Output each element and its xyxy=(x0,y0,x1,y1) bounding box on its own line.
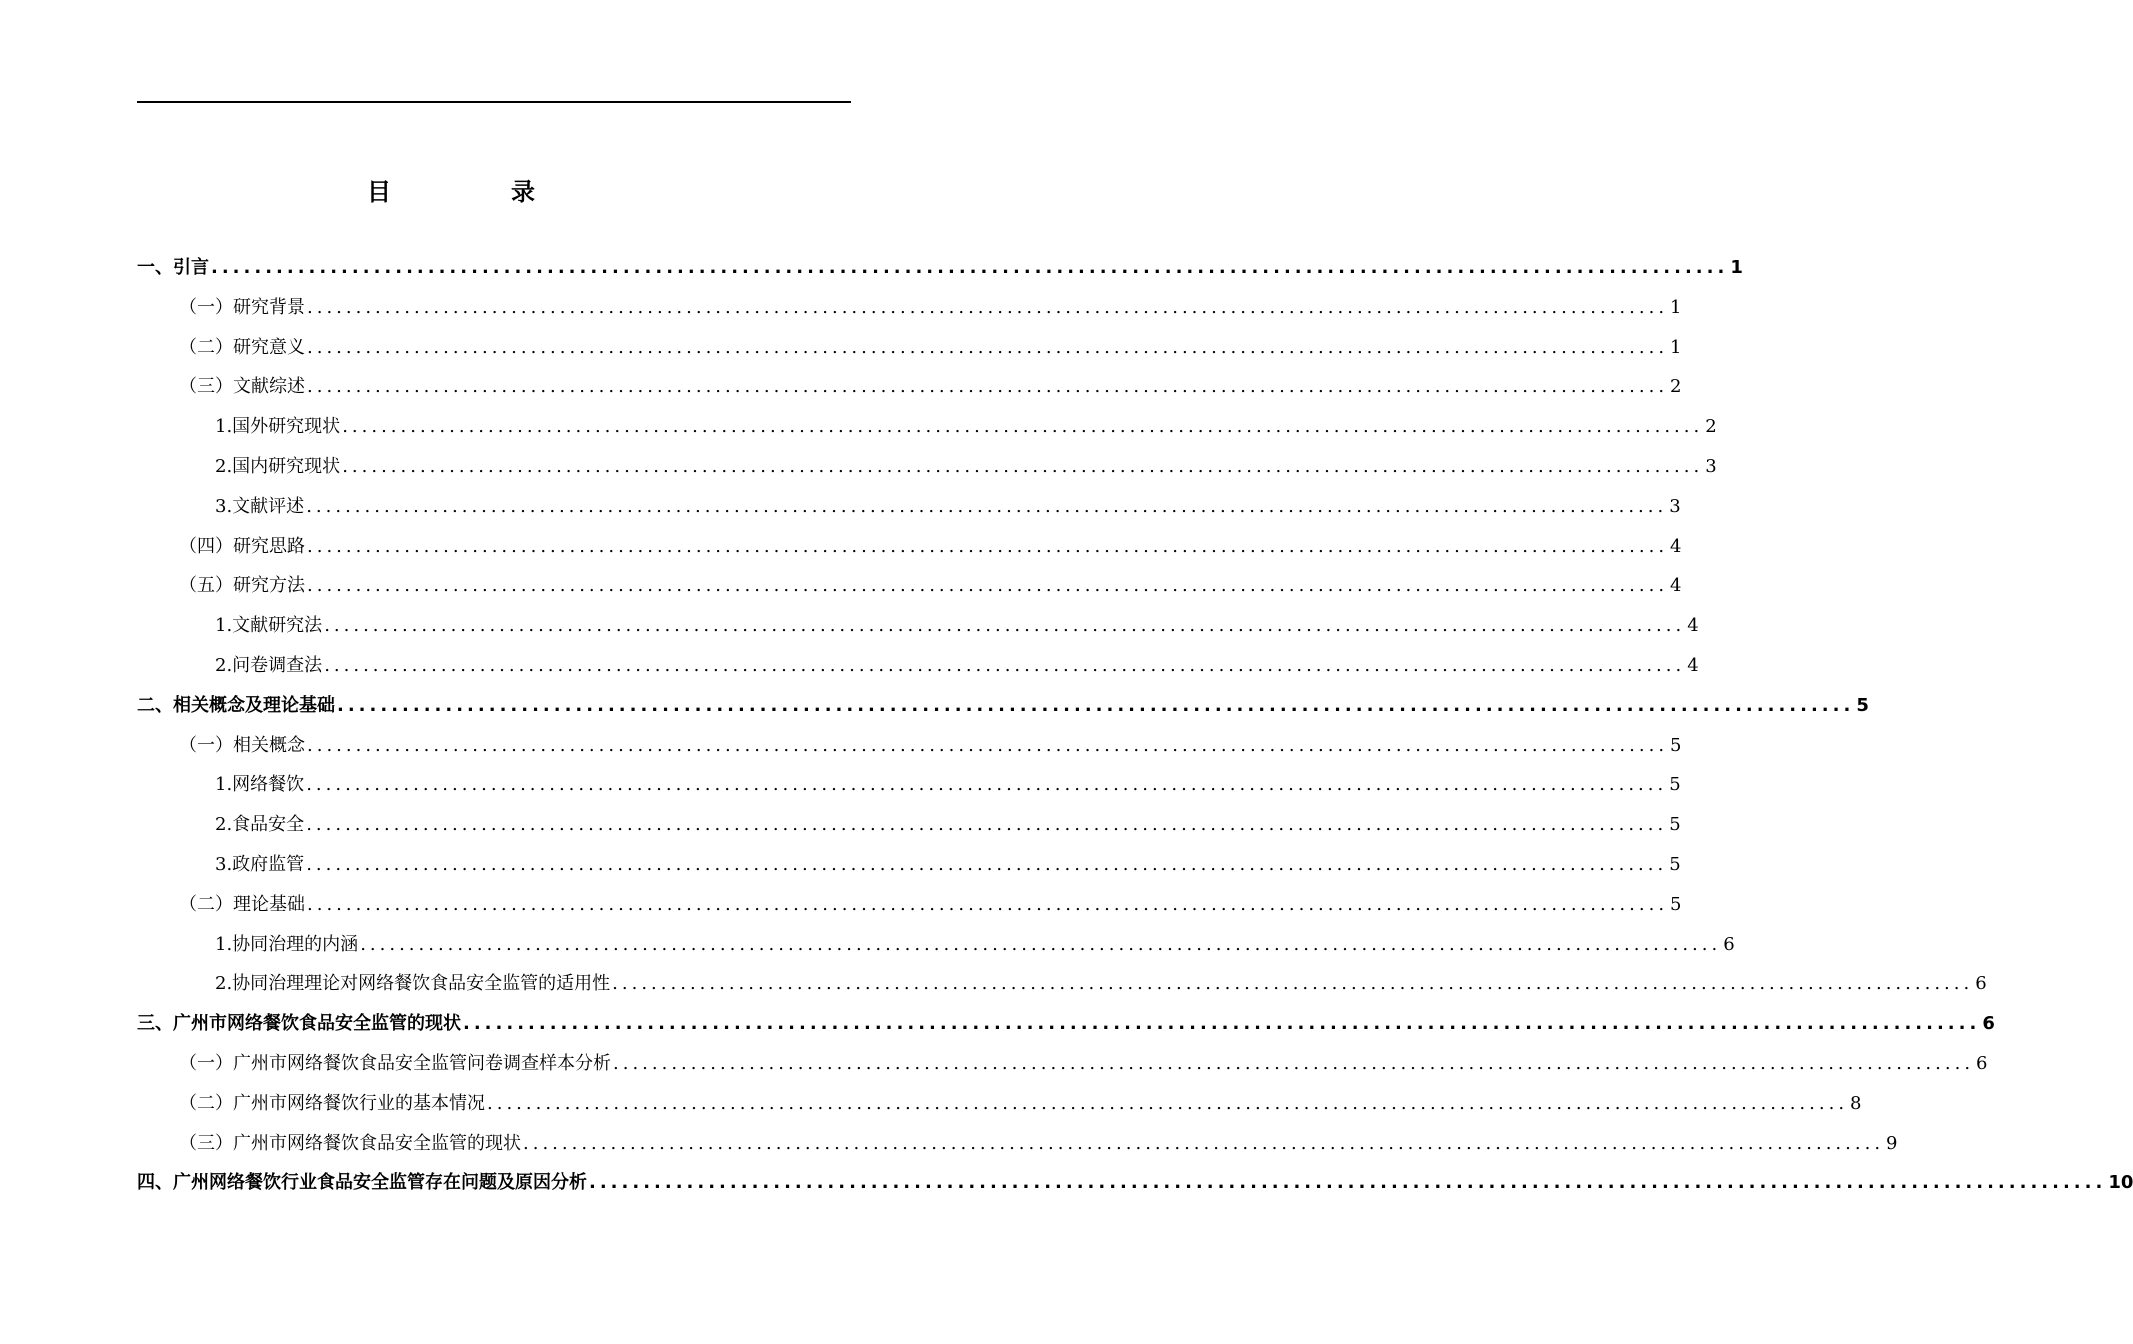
toc-entry-label: 1.国外研究现状 xyxy=(215,416,341,438)
toc-entry-page: 6 xyxy=(1982,1013,1995,1035)
toc-entry-label: （一）广州市网络餐饮食品安全监管问卷调查样本分析 xyxy=(179,1052,611,1074)
toc-leader-dots: ............................................................................................................................................ xyxy=(342,416,1704,438)
toc-entry[interactable] xyxy=(137,646,1699,686)
toc-leader-dots: ............................................................................................................................................ xyxy=(307,734,1669,756)
toc-entry[interactable] xyxy=(137,726,1682,766)
toc-leader-dots: ............................................................................................................................................ xyxy=(324,654,1686,676)
toc-entry[interactable] xyxy=(137,487,1681,527)
toc-entry-page: 3 xyxy=(1705,455,1717,477)
toc-leader-dots: ............................................................................................................................................ xyxy=(307,336,1669,358)
toc-entry[interactable] xyxy=(137,1084,1862,1124)
table-of-contents xyxy=(137,248,2133,1203)
toc-entry-label: 2.国内研究现状 xyxy=(215,455,341,477)
toc-entry[interactable] xyxy=(137,765,1681,805)
toc-leader-dots: ............................................................................................................................................ xyxy=(487,1092,1849,1114)
toc-entry-label: （二）研究意义 xyxy=(179,336,305,358)
toc-entry-label: （二）理论基础 xyxy=(179,893,305,915)
toc-leader-dots: ............................................................................................................................................ xyxy=(613,1052,1975,1074)
toc-entry-label: （三）广州市网络餐饮食品安全监管的现状 xyxy=(179,1132,521,1154)
toc-entry[interactable] xyxy=(137,248,1743,288)
toc-leader-dots: ............................................................................................................................................ xyxy=(306,853,1668,875)
toc-entry-label: 2.协同治理理论对网络餐饮食品安全监管的适用性 xyxy=(215,973,611,995)
toc-entry[interactable] xyxy=(137,686,1869,726)
toc-leader-dots: ............................................................................................................................................ xyxy=(589,1172,2107,1194)
toc-entry-page: 8 xyxy=(1850,1092,1862,1114)
toc-entry[interactable] xyxy=(137,885,1682,925)
toc-entry-label: 2.问卷调查法 xyxy=(215,654,323,676)
toc-entry[interactable] xyxy=(137,1004,1995,1044)
toc-entry-label: （四）研究思路 xyxy=(179,535,305,557)
toc-leader-dots: ............................................................................................................................................ xyxy=(306,495,1668,517)
toc-entry-page: 3 xyxy=(1669,495,1681,517)
toc-entry-label: 3.文献评述 xyxy=(215,495,305,517)
toc-entry[interactable] xyxy=(137,1124,1898,1164)
toc-entry[interactable] xyxy=(137,845,1681,885)
toc-entry[interactable] xyxy=(137,925,1735,965)
toc-entry-page: 5 xyxy=(1670,893,1682,915)
toc-leader-dots: ............................................................................................................................................ xyxy=(307,296,1669,318)
toc-leader-dots: ............................................................................................................................................ xyxy=(342,455,1704,477)
toc-entry-page: 4 xyxy=(1687,654,1699,676)
toc-leader-dots: ............................................................................................................................................ xyxy=(211,257,1729,278)
toc-entry-label: （五）研究方法 xyxy=(179,575,305,597)
toc-entry-label: （一）研究背景 xyxy=(179,296,305,318)
page-title: 目 录 xyxy=(367,178,583,206)
header-rule xyxy=(137,101,851,103)
toc-entry-page: 1 xyxy=(1730,257,1743,278)
toc-entry-page: 1 xyxy=(1670,296,1682,318)
toc-entry-page: 5 xyxy=(1669,774,1681,796)
toc-leader-dots: ............................................................................................................................................ xyxy=(307,535,1669,557)
toc-entry-page: 2 xyxy=(1705,416,1717,438)
toc-entry[interactable] xyxy=(137,606,1699,646)
toc-entry-page: 4 xyxy=(1687,615,1699,637)
toc-entry[interactable] xyxy=(137,288,1682,328)
toc-leader-dots: ............................................................................................................................................ xyxy=(337,694,1855,716)
toc-entry-label: 1.网络餐饮 xyxy=(215,774,305,796)
toc-entry-page: 5 xyxy=(1669,853,1681,875)
toc-entry[interactable] xyxy=(137,1044,1988,1084)
toc-entry[interactable] xyxy=(137,447,1717,487)
toc-entry-label: （二）广州市网络餐饮行业的基本情况 xyxy=(179,1092,485,1114)
toc-entry-page: 4 xyxy=(1670,535,1682,557)
toc-entry-page: 5 xyxy=(1670,734,1682,756)
toc-entry-page: 6 xyxy=(1975,973,1987,995)
toc-entry-page: 6 xyxy=(1976,1052,1988,1074)
toc-leader-dots: ............................................................................................................................................ xyxy=(463,1013,1981,1035)
toc-entry-page: 6 xyxy=(1723,933,1735,955)
toc-entry-page: 9 xyxy=(1886,1132,1898,1154)
toc-entry[interactable] xyxy=(137,1163,2133,1203)
toc-entry[interactable] xyxy=(137,407,1717,447)
toc-entry[interactable] xyxy=(137,328,1682,368)
toc-leader-dots: ............................................................................................................................................ xyxy=(307,893,1669,915)
toc-leader-dots: ............................................................................................................................................ xyxy=(307,376,1669,398)
toc-entry-label: 1.文献研究法 xyxy=(215,615,323,637)
toc-entry[interactable] xyxy=(137,964,1987,1004)
toc-entry-label: 2.食品安全 xyxy=(215,814,305,836)
toc-leader-dots: ............................................................................................................................................ xyxy=(306,774,1668,796)
toc-entry-label: 一、引言 xyxy=(137,257,209,278)
toc-leader-dots: ............................................................................................................................................ xyxy=(324,615,1686,637)
toc-entry-label: 二、相关概念及理论基础 xyxy=(137,694,335,716)
toc-entry-page: 5 xyxy=(1669,814,1681,836)
toc-leader-dots: ............................................................................................................................................ xyxy=(306,814,1668,836)
toc-entry-page: 10 xyxy=(2108,1172,2133,1194)
toc-leader-dots: ............................................................................................................................................ xyxy=(523,1132,1885,1154)
toc-entry-label: 四、广州网络餐饮行业食品安全监管存在问题及原因分析 xyxy=(137,1172,587,1194)
toc-leader-dots: ............................................................................................................................................ xyxy=(360,933,1722,955)
toc-entry[interactable] xyxy=(137,527,1682,567)
toc-entry-page: 5 xyxy=(1856,694,1869,716)
toc-entry[interactable] xyxy=(137,805,1681,845)
toc-entry-page: 2 xyxy=(1670,376,1682,398)
toc-entry[interactable] xyxy=(137,367,1682,407)
toc-entry-label: 1.协同治理的内涵 xyxy=(215,933,359,955)
toc-entry[interactable] xyxy=(137,566,1682,606)
toc-leader-dots: ............................................................................................................................................ xyxy=(307,575,1669,597)
toc-entry-label: （一）相关概念 xyxy=(179,734,305,756)
toc-leader-dots: ............................................................................................................................................ xyxy=(612,973,1974,995)
toc-entry-page: 1 xyxy=(1670,336,1682,358)
toc-entry-label: 3.政府监管 xyxy=(215,853,305,875)
toc-entry-label: （三）文献综述 xyxy=(179,376,305,398)
toc-entry-label: 三、广州市网络餐饮食品安全监管的现状 xyxy=(137,1013,461,1035)
toc-entry-page: 4 xyxy=(1670,575,1682,597)
